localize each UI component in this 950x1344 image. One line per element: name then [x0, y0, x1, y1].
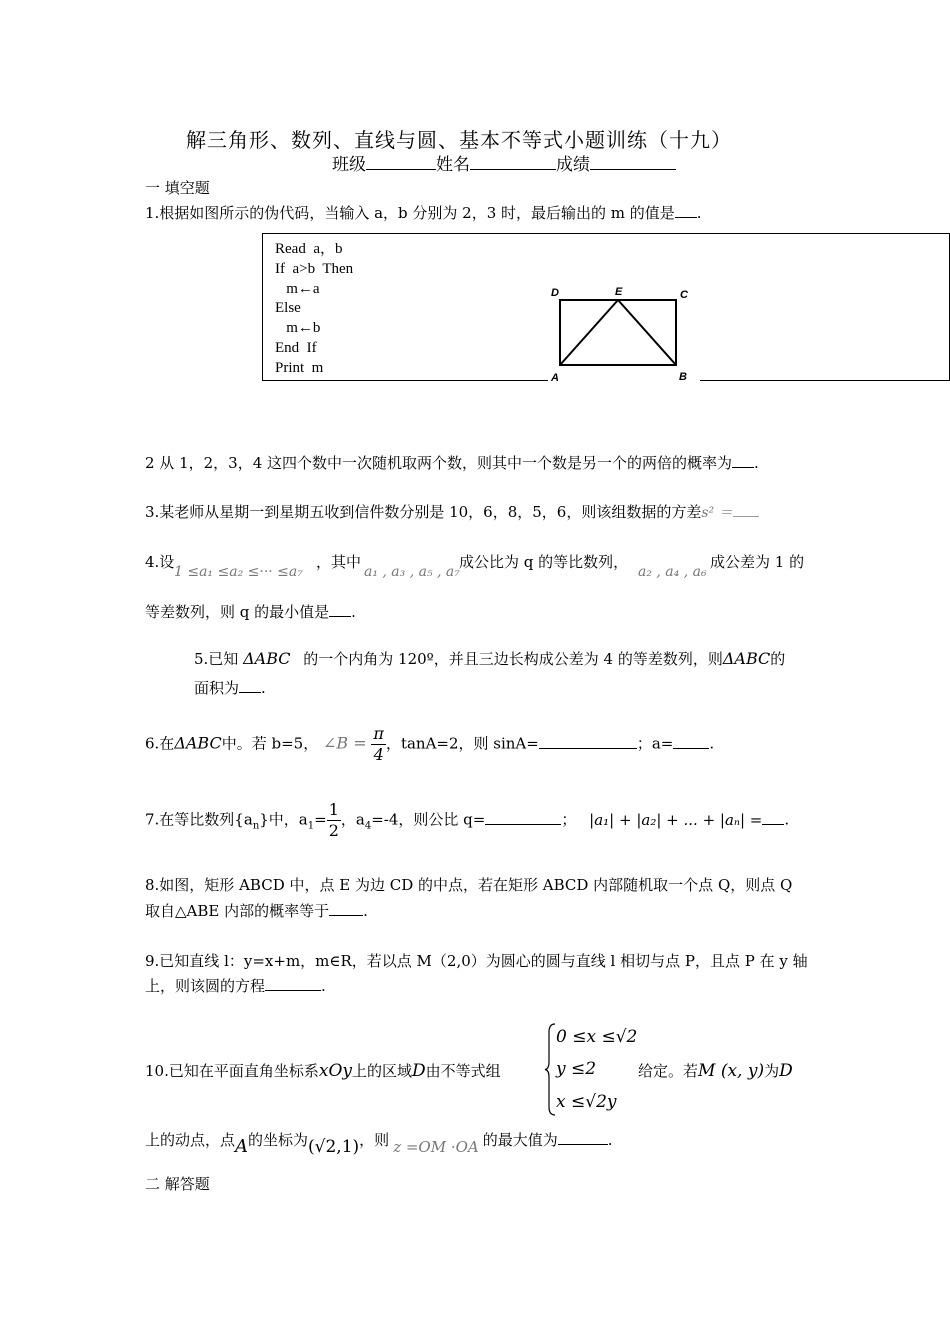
answer-blank-7a[interactable] — [485, 808, 561, 825]
answer-blank-2[interactable] — [732, 451, 754, 468]
abs-sum-expression: |a₁| + |a₂| + ... + |aₙ| = — [589, 810, 763, 829]
question-8-line2: 取自△ABE 内部的概率等于 . — [145, 899, 368, 921]
section-answer: 二 解答题 — [145, 1175, 210, 1193]
q4-text-b: 成公比为 q 的等比数列， — [459, 553, 629, 571]
question-8-line1: 8.如图，矩形 ABCD 中，点 E 为边 CD 的中点，若在矩形 ABCD 内部随机取一个点 Q，则点 Q — [145, 876, 793, 894]
segment-ae — [560, 300, 618, 365]
name-blank[interactable] — [470, 153, 556, 170]
answer-blank-6b[interactable] — [673, 732, 709, 749]
question-5-line2: 面积为 . — [194, 676, 266, 698]
box-bottom-left — [262, 380, 548, 381]
code-line: Else — [275, 300, 301, 317]
code-line: Print m — [275, 359, 324, 376]
answer-blank-6a[interactable] — [539, 732, 637, 749]
question-7: 7.在等比数列$\{a_n\}$中，$a_1=$ $\frac{1}{2}$ ，$a_4=-4$，则公比 q= ； |a₁| + |a₂| + ... + |aₙ| = . — [145, 800, 790, 840]
code-line: End If — [275, 339, 317, 356]
inequality-chain: 1 ≤a₁ ≤a₂ ≤··· ≤a₇ — [174, 564, 303, 580]
class-label: 班级 — [332, 155, 366, 175]
question-9-line2: 上，则该圆的方程 . — [145, 974, 326, 996]
code-line: m←b — [275, 320, 321, 337]
score-blank[interactable] — [590, 153, 676, 170]
question-4-line2: 等差数列，则 q 的最小值是 . — [145, 600, 356, 622]
label-d: D — [551, 287, 559, 299]
question-5-line1: 5.已知 ΔABC 的一个内角为 120º，并且三边长构成公差为 4 的等差数列，则ΔABC的 — [194, 649, 786, 668]
constraint-3: x ≤√2y — [556, 1092, 617, 1112]
answer-blank-7b[interactable] — [762, 808, 784, 825]
rectangle-abcd — [560, 300, 676, 365]
question-2: 2 从 1，2，3，4 这四个数中一次随机取两个数，则其中一个数是另一个的两倍的概率为 . — [145, 451, 759, 473]
answer-blank-4[interactable] — [329, 600, 351, 617]
question-3: 3.某老师从星期一到星期五收到信件数分别是 10，6，8，5，6，则该组数据的方差s² ＝ — [145, 500, 759, 522]
code-line: If a>b Then — [275, 260, 354, 277]
pseudocode — [275, 240, 353, 379]
question-4-line1: 4.设 — [145, 553, 175, 571]
answer-blank-8[interactable] — [329, 899, 363, 916]
question-1: 1.根据如图所示的伪代码，当输入 a，b 分别为 2，3 时，最后输出的 m 的值是 . — [145, 201, 702, 223]
question-6: 6.在ΔABC中。若 b=5， ∠B = $\frac{\pi}{4}$ ，tanA=2，则 sinA= ；a= . — [145, 724, 715, 764]
label-b: B — [679, 371, 687, 383]
label-e: E — [615, 286, 623, 298]
q4-text-a: ，其中 — [316, 553, 362, 571]
name-label: 姓名 — [436, 155, 470, 175]
section-fill-in: 一 填空题 — [145, 179, 210, 197]
class-blank[interactable] — [366, 153, 436, 170]
code-line: Read a，b — [275, 241, 343, 257]
answer-blank-5[interactable] — [239, 676, 261, 693]
question-10-line1: 10.已知在平面直角坐标系xOy上的区域D由不等式组 — [145, 1061, 501, 1081]
box-bottom-right — [700, 380, 949, 381]
q4-text-c: 成公差为 1 的 — [710, 553, 805, 571]
answer-blank-9[interactable] — [265, 974, 321, 991]
page-title: 解三角形、数列、直线与圆、基本不等式小题训练（十九） — [186, 128, 732, 152]
label-a: A — [551, 372, 559, 384]
segment-be — [618, 300, 676, 365]
rectangle-figure — [545, 282, 705, 387]
answer-blank-3[interactable] — [733, 500, 759, 517]
student-info-line — [332, 150, 676, 175]
question-10-line2: 上的动点，点A的坐标为(√2,1)，则 z =OM ·OA 的最大值为 . — [145, 1128, 613, 1150]
even-terms: a₂ , a₄ , a₆ — [638, 564, 707, 580]
odd-terms: a₁ , a₃ , a₅ , a₇ — [364, 564, 460, 580]
question-9-line1: 9.已知直线 l：y=x+m，m∈R，若以点 M（2,0）为圆心的圆与直线 l 相切与点 P，且点 P 在 y 轴 — [145, 952, 808, 970]
answer-blank-10[interactable] — [558, 1128, 608, 1145]
fraction-one-half: $\frac{1}{2}$ — [328, 800, 339, 840]
answer-blank-1[interactable] — [675, 201, 697, 218]
label-c: C — [680, 289, 688, 301]
code-line: m←a — [275, 280, 320, 297]
question-10-given: 给定。若M (x, y)为D — [638, 1061, 793, 1081]
constraint-1: 0 ≤x ≤√2 — [556, 1027, 638, 1047]
constraint-2: y ≤2 — [556, 1059, 597, 1079]
fraction-pi-over-4: $\frac{\pi}{4}$ — [373, 724, 384, 764]
score-label: 成绩 — [556, 155, 590, 175]
